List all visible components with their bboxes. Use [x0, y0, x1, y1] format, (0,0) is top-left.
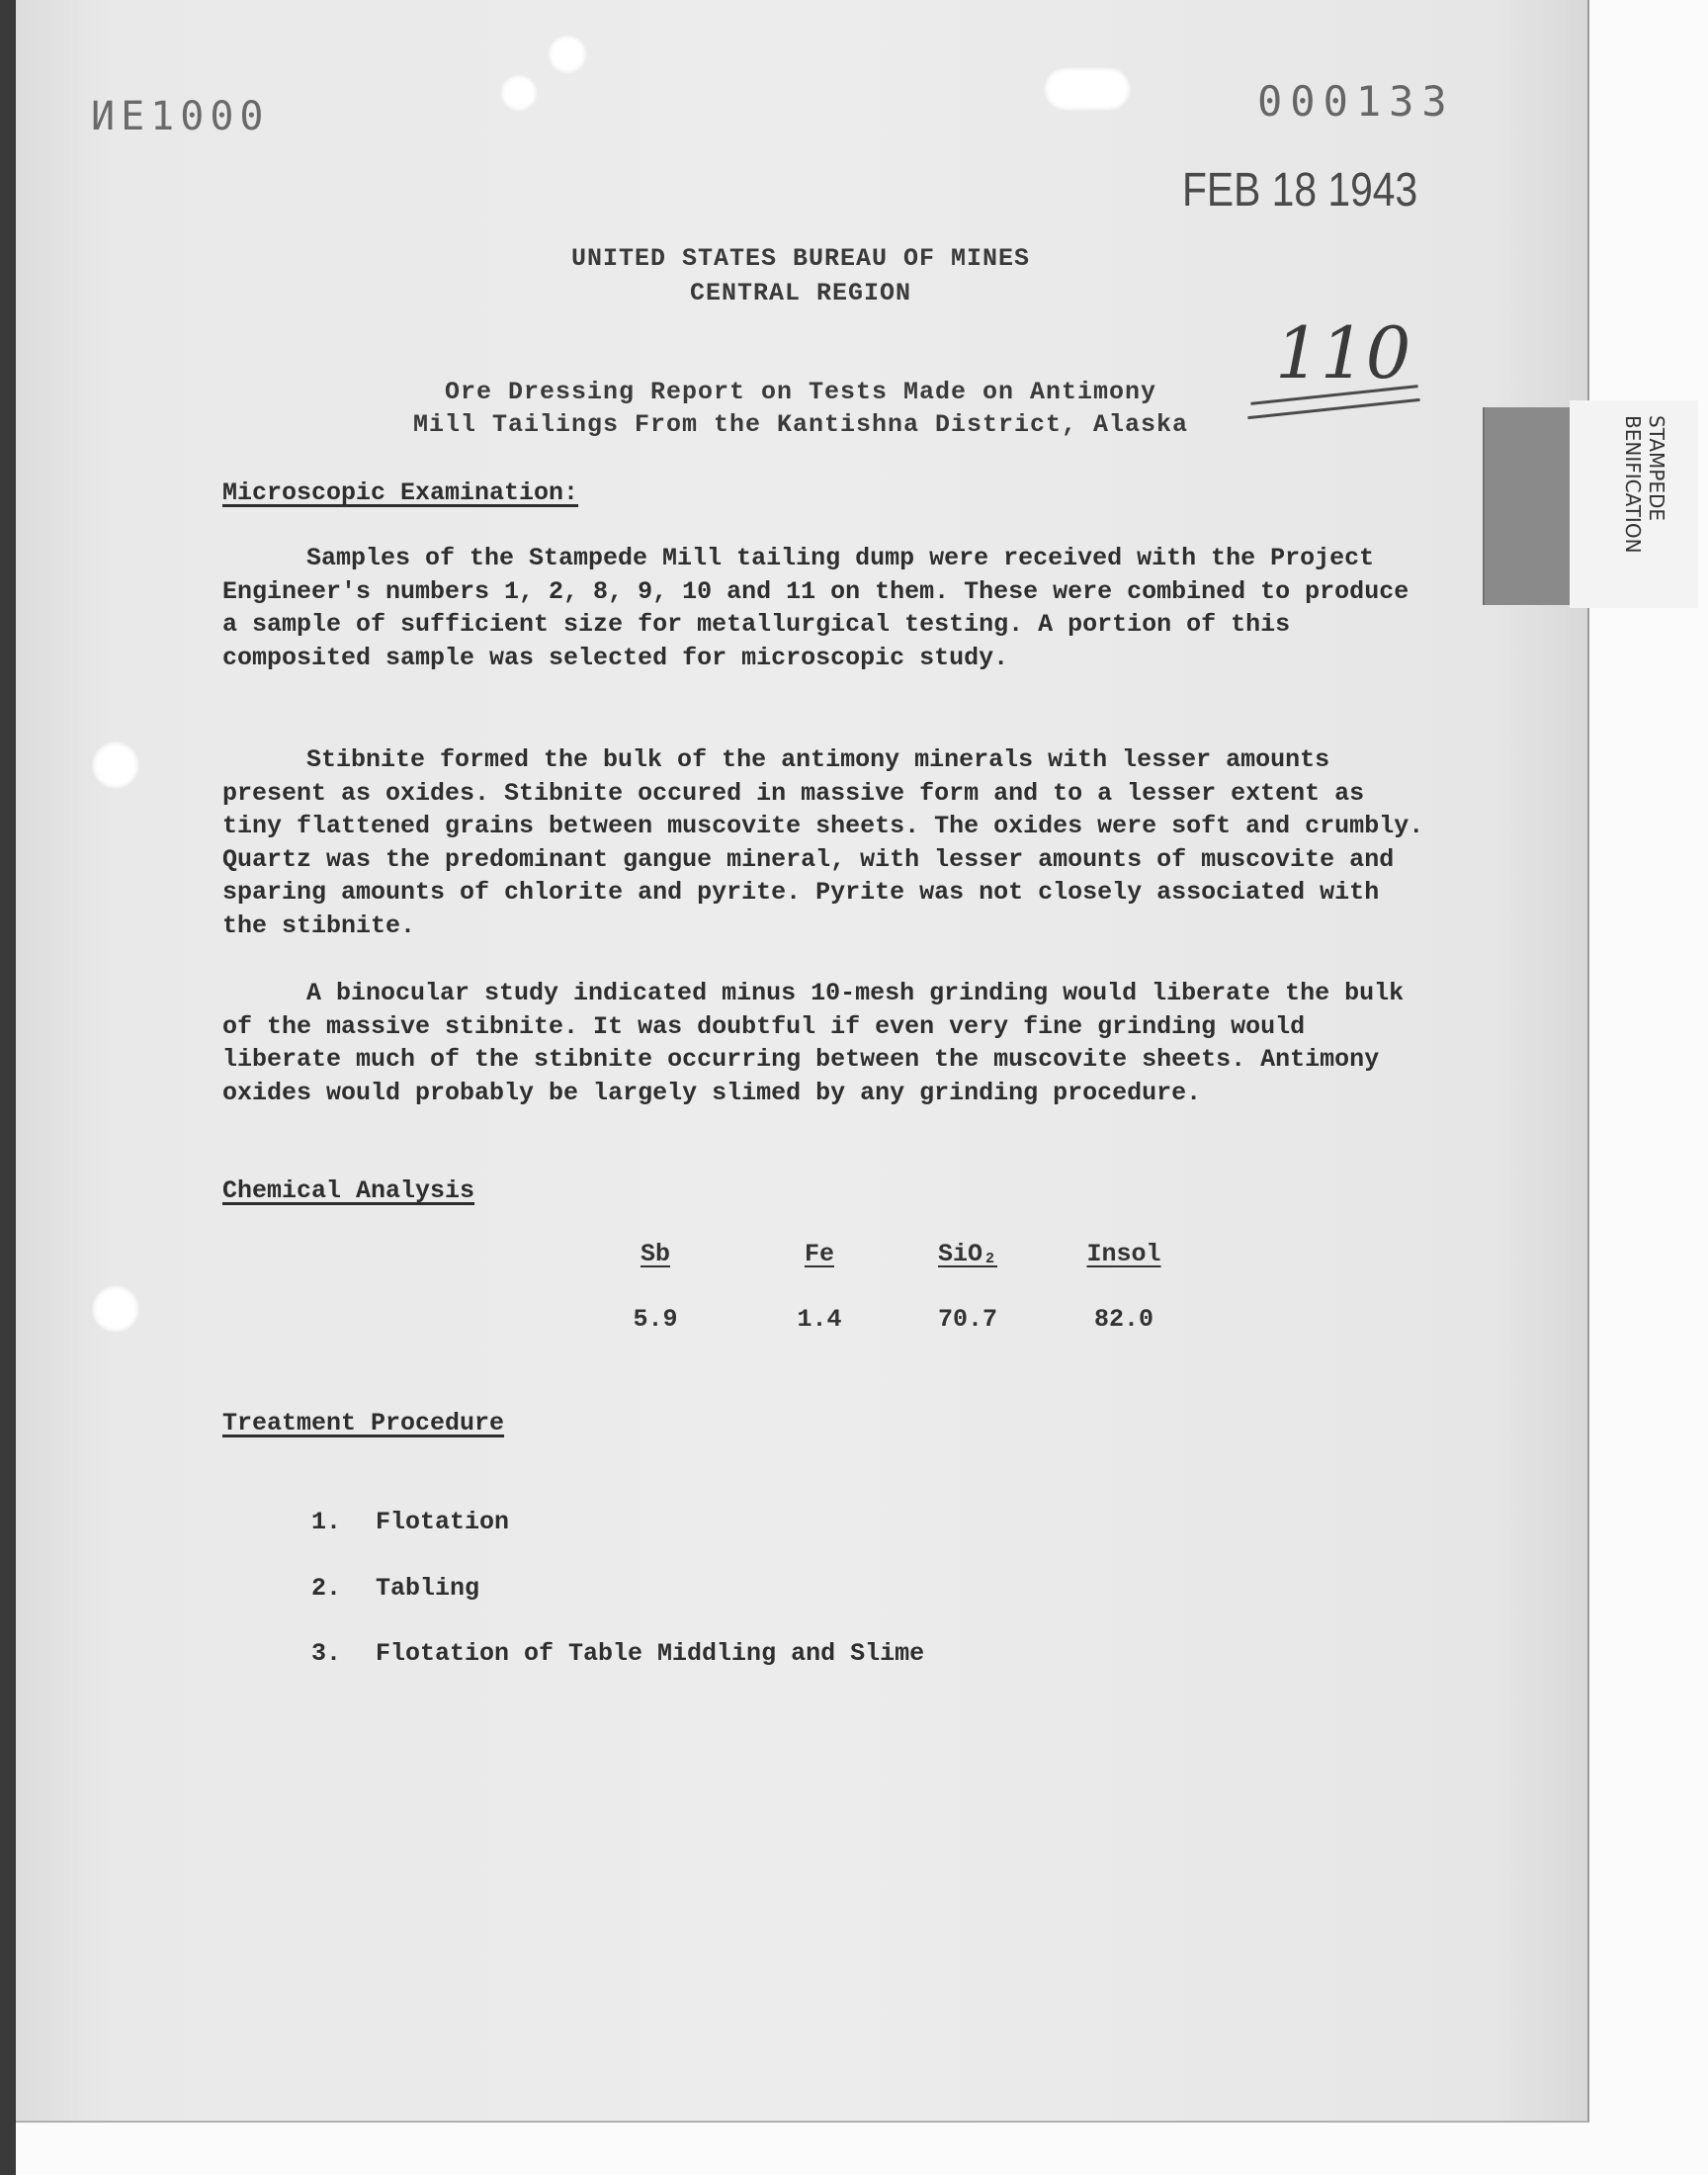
microscopic-paragraph-1: Samples of the Stampede Mill tailing dump were received with the Project Engineer's numbers 1, 2, 8, 9, 10 and 11 on them. These were combined to produce a sample of sufficient size for metallurgical testing. A portion of this composited sample was selected for microscopic study. [222, 544, 1409, 672]
list-item-text: Tabling [376, 1574, 480, 1603]
list-item-number: 1. [311, 1508, 342, 1536]
list-item-number: 3. [311, 1639, 342, 1668]
report-title-line1: Ore Dressing Report on Tests Made on Antimony [444, 378, 1157, 406]
list-item-text: Flotation of Table Middling and Slime [376, 1639, 925, 1668]
punch-hole [92, 1285, 139, 1333]
file-tab-text: STAMPEDE BENIFICATION [1621, 415, 1668, 554]
chemical-heading: Chemical Analysis [222, 1176, 475, 1205]
column-header-insol: Insol [1086, 1240, 1161, 1268]
date-stamp: FEB 18 1943 [1182, 164, 1418, 217]
value-insol: 82.0 [1093, 1305, 1153, 1334]
column-header-fe: Fe [804, 1240, 834, 1268]
document-number-stamp: 000133 [1257, 77, 1455, 126]
report-title-line2: Mill Tailings From the Kantishna District, Alaska [412, 410, 1189, 439]
punch-hole [1044, 67, 1131, 111]
column-header-sio2: SiO₂ [937, 1240, 997, 1268]
region-heading: CENTRAL REGION [689, 279, 912, 307]
microscopic-paragraph-2: Stibnite formed the bulk of the antimony minerals with lesser amounts present as oxides. Stibnite occured in massive form and to a lesser extent as tiny flattened grains between muscovite sheets. The oxides were soft and crumbly. Quartz was the predominant gangue mineral, with lesser amounts of muscovite and sparing amounts of chlorite and pyrite. Pyrite was not closely associated with the stibnite. [222, 745, 1424, 940]
agency-heading: UNITED STATES BUREAU OF MINES [570, 244, 1031, 273]
handwritten-number: 110 [1275, 311, 1411, 394]
punch-hole [500, 74, 538, 112]
punch-hole [548, 35, 587, 74]
column-header-sb: Sb [640, 1240, 670, 1268]
list-item [311, 1639, 924, 1668]
microscopic-paragraph-3: A binocular study indicated minus 10-mesh grinding would liberate the bulk of the massive stibnite. It was doubtful if even very fine grinding would liberate much of the stibnite occurring between the muscovite sheets. Antimony oxides would probably be largely slimed by any grinding procedure. [222, 979, 1405, 1107]
value-fe: 1.4 [797, 1305, 842, 1334]
treatment-heading: Treatment Procedure [222, 1409, 505, 1437]
value-sb: 5.9 [633, 1305, 678, 1334]
list-item-number: 2. [311, 1574, 342, 1603]
microscopic-heading: Microscopic Examination: [222, 478, 579, 507]
list-item [311, 1574, 479, 1603]
scan-border [0, 0, 16, 2175]
file-id-stamp: ИE1000 [91, 94, 270, 139]
list-item-text: Flotation [376, 1508, 510, 1536]
punch-hole [92, 741, 139, 789]
list-item [311, 1508, 509, 1536]
value-sio2: 70.7 [937, 1305, 997, 1334]
